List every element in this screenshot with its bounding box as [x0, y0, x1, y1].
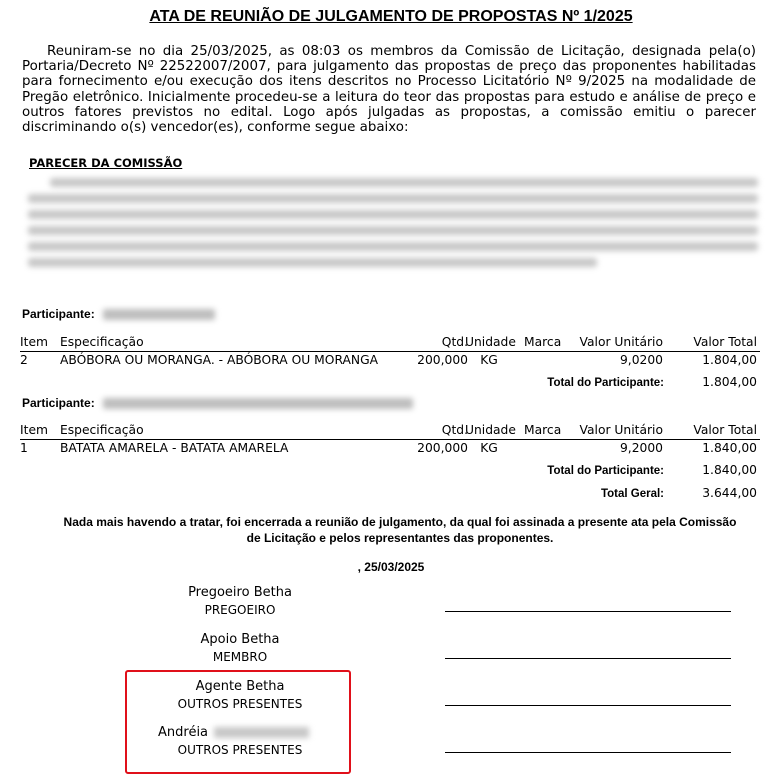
signature-line — [445, 752, 731, 753]
signature-line — [445, 611, 731, 612]
header-unidade: Unidade — [465, 335, 516, 349]
header-marca: Marca — [524, 423, 562, 437]
signatory-role: MEMBRO — [212, 650, 268, 664]
cell-spec: ABÓBORA OU MORANGA. - ABÓBORA OU MORANGA — [60, 353, 379, 367]
cell-spec: BATATA AMARELA - BATATA AMARELA — [60, 441, 289, 455]
header-qtd: Qtd. — [441, 335, 468, 349]
header-item: Item — [20, 423, 48, 437]
table-row — [20, 353, 760, 369]
header-valor-unitario: Valor Unitário — [579, 423, 663, 437]
closing-statement: Nada mais havendo a tratar, foi encerrada a reunião de julgamento, da qual foi assinada a presente ata pela Comissão de Licitação e pelos representantes das proponentes. — [63, 515, 737, 545]
table-row — [20, 441, 760, 457]
header-item: Item — [20, 335, 48, 349]
header-qtd: Qtd. — [441, 423, 468, 437]
redacted-participant-name — [103, 309, 215, 320]
participant-2-label — [22, 396, 413, 410]
cell-item: 1 — [20, 441, 28, 455]
signatory-role: PREGOEIRO — [204, 603, 276, 617]
highlight-box — [125, 670, 351, 774]
signatory-name: Apoio Betha — [200, 632, 280, 647]
cell-valor-unitario: 9,2000 — [619, 441, 663, 455]
cell-valor-total: 1.804,00 — [702, 353, 757, 367]
cell-valor-total: 1.840,00 — [702, 441, 757, 455]
cell-valor-unitario: 9,0200 — [619, 353, 663, 367]
parecer-heading: PARECER DA COMISSÃO — [29, 156, 183, 170]
table-header-2 — [20, 423, 760, 440]
header-marca: Marca — [524, 335, 562, 349]
participant-1-label — [22, 307, 215, 321]
document-title: ATA DE REUNIÃO DE JULGAMENTO DE PROPOSTAS Nº 1/2025 — [149, 8, 633, 25]
meeting-date: , 25/03/2025 — [357, 560, 425, 574]
grand-total-value: 3.644,00 — [702, 486, 757, 500]
grand-total-label: Total Geral: — [600, 488, 664, 500]
signature-block — [140, 632, 340, 664]
redacted-participant-name — [103, 398, 413, 409]
participant-total-label: Total do Participante: — [547, 465, 664, 477]
cell-item: 2 — [20, 353, 28, 367]
cell-qtd: 200,000 — [417, 441, 468, 455]
header-valor-unitario: Valor Unitário — [579, 335, 663, 349]
header-unidade: Unidade — [465, 423, 516, 437]
signature-block — [140, 585, 340, 617]
participant-total-value: 1.840,00 — [702, 463, 757, 477]
signatory-name: Andréia — [158, 725, 209, 740]
cell-unidade: KG — [480, 441, 498, 455]
redacted-parecer-text — [28, 178, 758, 278]
signatory-name: Pregoeiro Betha — [188, 585, 292, 600]
header-spec: Especificação — [60, 423, 144, 437]
signatory-role: OUTROS PRESENTES — [177, 743, 303, 757]
header-valor-total: Valor Total — [693, 335, 757, 349]
intro-paragraph: Reuniram-se no dia 25/03/2025, as 08:03 os membros da Comissão de Licitação, designada pela(o) Portaria/Decreto Nº 22522007/2007, para julgamento das propostas de preço das proponentes habilitadas para fornecimento e/ou execução dos itens descritos no Processo Licitatório Nº 9/2025 na modalidade de Pregão eletrônico. Inicialmente procedeu-se a leitura do teor das propostas para estudo e análise de preço e outros fatores previstos no edital. Logo após julgadas as propostas, a comissão emitiu o parecer discriminando o(s) vencedor(es), conforme segue abaixo: — [22, 44, 756, 136]
signatory-name: Agente Betha — [195, 679, 285, 694]
table-header-1 — [20, 335, 760, 352]
signatory-role: OUTROS PRESENTES — [177, 697, 303, 711]
participant-label: Participante: — [22, 396, 95, 410]
participant-label: Participante: — [22, 307, 95, 321]
signature-line — [445, 705, 731, 706]
participant-total-value: 1.804,00 — [702, 375, 757, 389]
header-valor-total: Valor Total — [693, 423, 757, 437]
signature-line — [445, 658, 731, 659]
cell-unidade: KG — [480, 353, 498, 367]
header-spec: Especificação — [60, 335, 144, 349]
participant-total-label: Total do Participante: — [547, 377, 664, 389]
cell-qtd: 200,000 — [417, 353, 468, 367]
